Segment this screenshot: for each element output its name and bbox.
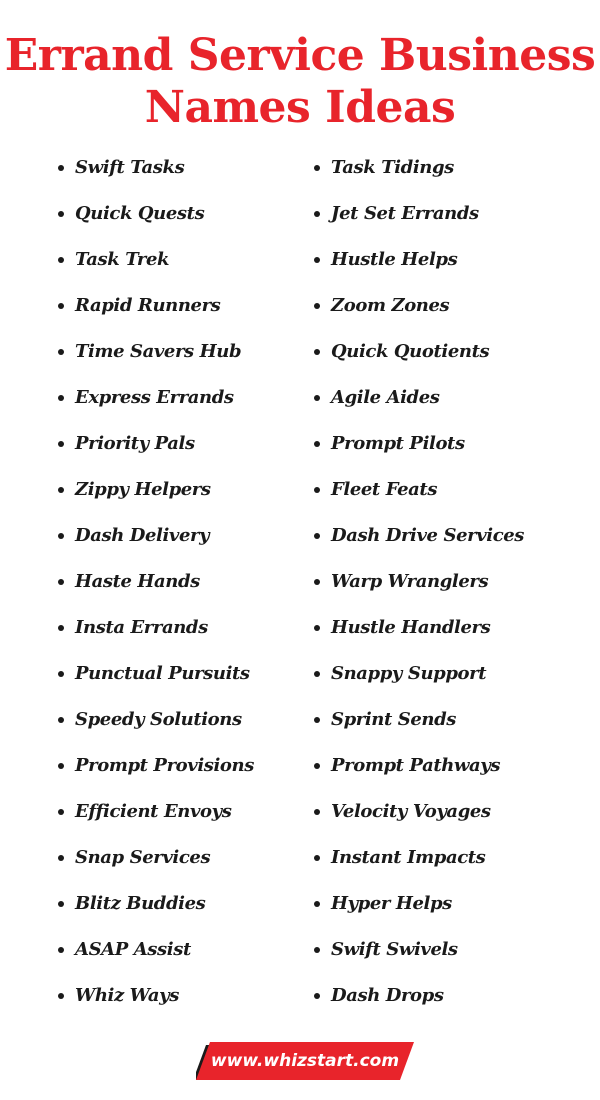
list-item	[311, 881, 591, 927]
list-item	[311, 283, 591, 329]
bullet-icon	[58, 855, 64, 861]
list-item	[311, 605, 591, 651]
bullet-icon	[58, 625, 64, 631]
bullet-icon	[314, 211, 320, 217]
business-name: Dash Delivery	[75, 525, 210, 546]
bullet-icon	[58, 671, 64, 677]
list-item	[311, 927, 591, 973]
list-item	[55, 513, 305, 559]
business-name: Quick Quotients	[331, 341, 490, 362]
title-line-2: Names Ideas	[144, 82, 456, 133]
business-name: Time Savers Hub	[75, 341, 242, 362]
bullet-icon	[58, 901, 64, 907]
business-name: Hustle Handlers	[331, 617, 491, 638]
list-item	[311, 651, 591, 697]
bullet-icon	[314, 165, 320, 171]
list-item	[311, 375, 591, 421]
bullet-icon	[58, 303, 64, 309]
bullet-icon	[314, 855, 320, 861]
list-item	[311, 237, 591, 283]
names-list-right	[311, 145, 591, 1019]
list-item	[55, 375, 305, 421]
bullet-icon	[314, 533, 320, 539]
list-item	[55, 559, 305, 605]
bullet-icon	[314, 993, 320, 999]
bullet-icon	[58, 533, 64, 539]
business-name: Agile Aides	[331, 387, 440, 408]
business-name: Efficient Envoys	[75, 801, 232, 822]
list-item	[55, 191, 305, 237]
bullet-icon	[314, 487, 320, 493]
list-item	[55, 651, 305, 697]
bullet-icon	[314, 901, 320, 907]
list-item	[55, 145, 305, 191]
business-name: Rapid Runners	[75, 295, 221, 316]
title-line-1: Errand Service Business	[4, 30, 596, 81]
business-name: Sprint Sends	[331, 709, 457, 730]
business-name: Dash Drive Services	[331, 525, 525, 546]
list-item	[55, 697, 305, 743]
business-name: Warp Wranglers	[331, 571, 489, 592]
bullet-icon	[58, 441, 64, 447]
list-item	[311, 513, 591, 559]
business-name: Hustle Helps	[331, 249, 458, 270]
business-name: Fleet Feats	[331, 479, 438, 500]
list-item	[311, 145, 591, 191]
business-name: Speedy Solutions	[75, 709, 242, 730]
business-name: Prompt Pilots	[331, 433, 465, 454]
bullet-icon	[314, 349, 320, 355]
business-name: Prompt Pathways	[331, 755, 501, 776]
bullet-icon	[58, 257, 64, 263]
bullet-icon	[314, 257, 320, 263]
bullet-icon	[58, 809, 64, 815]
business-name: Quick Quests	[75, 203, 205, 224]
bullet-icon	[314, 717, 320, 723]
page-title	[0, 30, 600, 134]
bullet-icon	[58, 165, 64, 171]
bullet-icon	[314, 579, 320, 585]
business-name: Zoom Zones	[331, 295, 450, 316]
list-item	[311, 191, 591, 237]
list-item	[55, 881, 305, 927]
bullet-icon	[314, 395, 320, 401]
business-name: Blitz Buddies	[75, 893, 206, 914]
business-name: Snap Services	[75, 847, 211, 868]
bullet-icon	[58, 349, 64, 355]
business-name: Haste Hands	[75, 571, 200, 592]
business-name: Dash Drops	[331, 985, 444, 1006]
business-name: Punctual Pursuits	[75, 663, 250, 684]
bullet-icon	[314, 809, 320, 815]
list-item	[311, 697, 591, 743]
bullet-icon	[58, 211, 64, 217]
business-name: ASAP Assist	[75, 939, 191, 960]
business-name: Task Trek	[75, 249, 170, 270]
names-list-left	[55, 145, 305, 1019]
list-item	[55, 329, 305, 375]
business-name: Express Errands	[75, 387, 234, 408]
business-name: Swift Tasks	[75, 157, 185, 178]
list-item	[55, 743, 305, 789]
business-name: Jet Set Errands	[331, 203, 479, 224]
list-item	[311, 421, 591, 467]
business-name: Hyper Helps	[331, 893, 452, 914]
list-item	[55, 605, 305, 651]
business-name: Prompt Provisions	[75, 755, 254, 776]
bullet-icon	[314, 303, 320, 309]
list-item	[55, 283, 305, 329]
list-item	[55, 927, 305, 973]
list-item	[311, 973, 591, 1019]
list-item	[55, 467, 305, 513]
list-item	[55, 237, 305, 283]
list-item	[55, 973, 305, 1019]
business-name: Priority Pals	[75, 433, 195, 454]
business-name: Whiz Ways	[75, 985, 179, 1006]
bullet-icon	[58, 947, 64, 953]
business-name: Velocity Voyages	[331, 801, 491, 822]
bullet-icon	[58, 763, 64, 769]
website-url[interactable]: www.whizstart.com	[210, 1051, 400, 1071]
bullet-icon	[58, 717, 64, 723]
business-name: Insta Errands	[75, 617, 208, 638]
list-item	[311, 467, 591, 513]
list-item	[311, 835, 591, 881]
bullet-icon	[314, 625, 320, 631]
bullet-icon	[314, 671, 320, 677]
business-name: Task Tidings	[331, 157, 454, 178]
bullet-icon	[58, 579, 64, 585]
business-name: Snappy Support	[331, 663, 487, 684]
bullet-icon	[314, 441, 320, 447]
list-item	[311, 329, 591, 375]
bullet-icon	[58, 993, 64, 999]
bullet-icon	[314, 763, 320, 769]
list-item	[55, 789, 305, 835]
list-item	[55, 421, 305, 467]
business-name: Swift Swivels	[331, 939, 458, 960]
bullet-icon	[58, 395, 64, 401]
website-badge[interactable]	[196, 1042, 414, 1080]
list-item	[311, 743, 591, 789]
list-item	[311, 789, 591, 835]
business-name: Instant Impacts	[331, 847, 486, 868]
bullet-icon	[314, 947, 320, 953]
list-item	[55, 835, 305, 881]
business-name: Zippy Helpers	[75, 479, 211, 500]
list-item	[311, 559, 591, 605]
bullet-icon	[58, 487, 64, 493]
